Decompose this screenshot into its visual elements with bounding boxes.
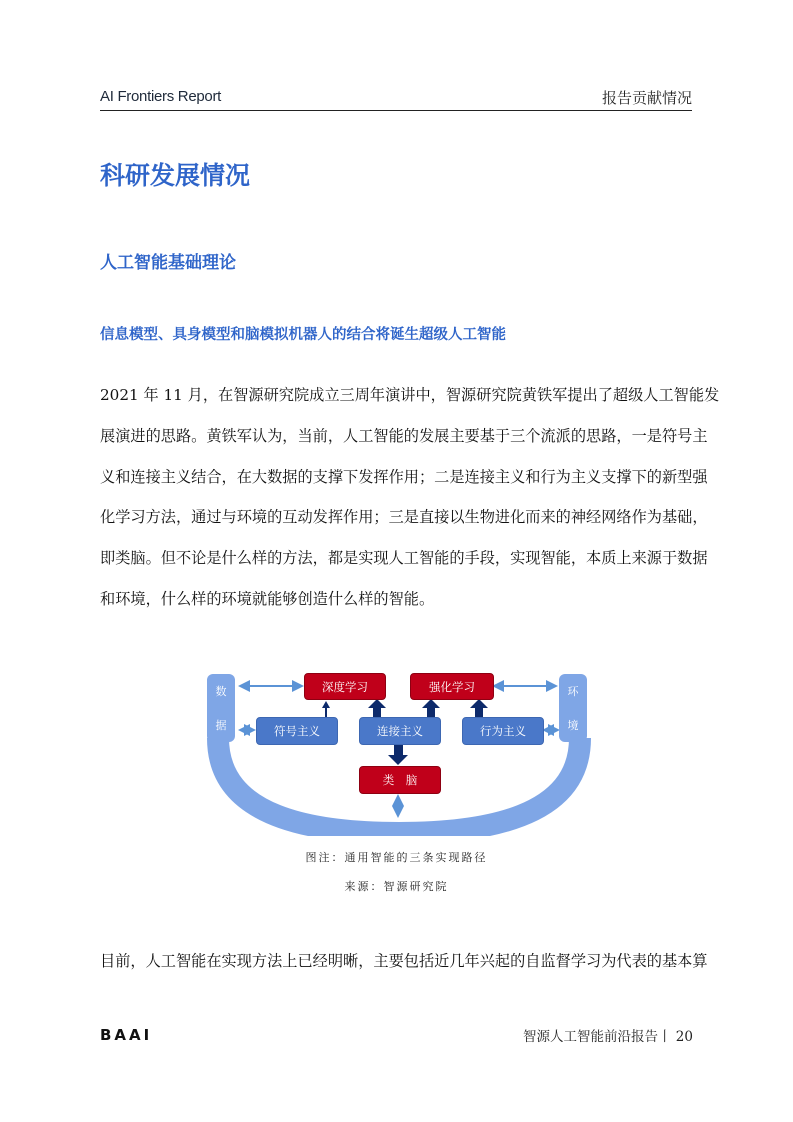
behaviorism-box: 行为主义 bbox=[462, 717, 544, 745]
chapter-title: 科研发展情况 bbox=[100, 161, 251, 190]
data-pill bbox=[207, 674, 235, 742]
brain-like-box: 类 脑 bbox=[359, 766, 441, 794]
pill-char: 数 bbox=[215, 685, 227, 698]
section-label: 报告贡献情况 bbox=[601, 89, 692, 107]
page-footer-label: 智源人工智能前沿报告丨 20 bbox=[523, 1029, 693, 1045]
reinforcement-learning-box: 强化学习 bbox=[410, 673, 494, 700]
pill-char: 据 bbox=[215, 719, 227, 732]
paragraph-line: 展演进的思路。黄铁军认为，当前，人工智能的发展主要基于三个流派的思路，一是符号主 bbox=[100, 426, 708, 445]
figure-caption: 图注：通用智能的三条实现路径 bbox=[305, 851, 488, 864]
deep-learning-box: 深度学习 bbox=[304, 673, 386, 700]
paragraph-line: 2021 年 11 月，在智源研究院成立三周年演讲中，智源研究院黄铁军提出了超级人工智能发 bbox=[100, 386, 720, 404]
body-paragraph-2 bbox=[100, 941, 708, 982]
paragraph-line: 即类脑。但不论是什么样的方法，都是实现人工智能的手段，实现智能，本质上来源于数据 bbox=[100, 549, 708, 568]
baai-logo: BAAI bbox=[100, 1026, 153, 1044]
paragraph-line: 和环境，什么样的环境就能够创造什么样的智能。 bbox=[100, 589, 435, 608]
connectionism-box: 连接主义 bbox=[359, 717, 441, 745]
pill-char: 环 bbox=[567, 685, 579, 698]
subsection-title: 信息模型、具身模型和脑模拟机器人的结合将诞生超级人工智能 bbox=[100, 326, 506, 343]
symbolism-box: 符号主义 bbox=[256, 717, 338, 745]
paragraph-line: 化学习方法，通过与环境的互动发挥作用；三是直接以生物进化而来的神经网络作为基础， bbox=[100, 508, 708, 527]
diagram-connectors bbox=[204, 668, 594, 836]
body-paragraph-1 bbox=[100, 375, 720, 620]
section-title: 人工智能基础理论 bbox=[100, 253, 236, 273]
figure-source: 来源：智源研究院 bbox=[344, 880, 449, 893]
pill-char: 境 bbox=[567, 719, 579, 732]
environment-pill bbox=[559, 674, 587, 742]
paragraph-line: 义和连接主义结合，在大数据的支撑下发挥作用；二是连接主义和行为主义支撑下的新型强 bbox=[100, 467, 708, 486]
page-header bbox=[100, 86, 692, 111]
report-title: AI Frontiers Report bbox=[100, 88, 222, 105]
paragraph-line: 目前，人工智能在实现方法上已经明晰，主要包括近几年兴起的自监督学习为代表的基本算 bbox=[100, 952, 708, 970]
ai-paths-diagram bbox=[204, 668, 594, 836]
